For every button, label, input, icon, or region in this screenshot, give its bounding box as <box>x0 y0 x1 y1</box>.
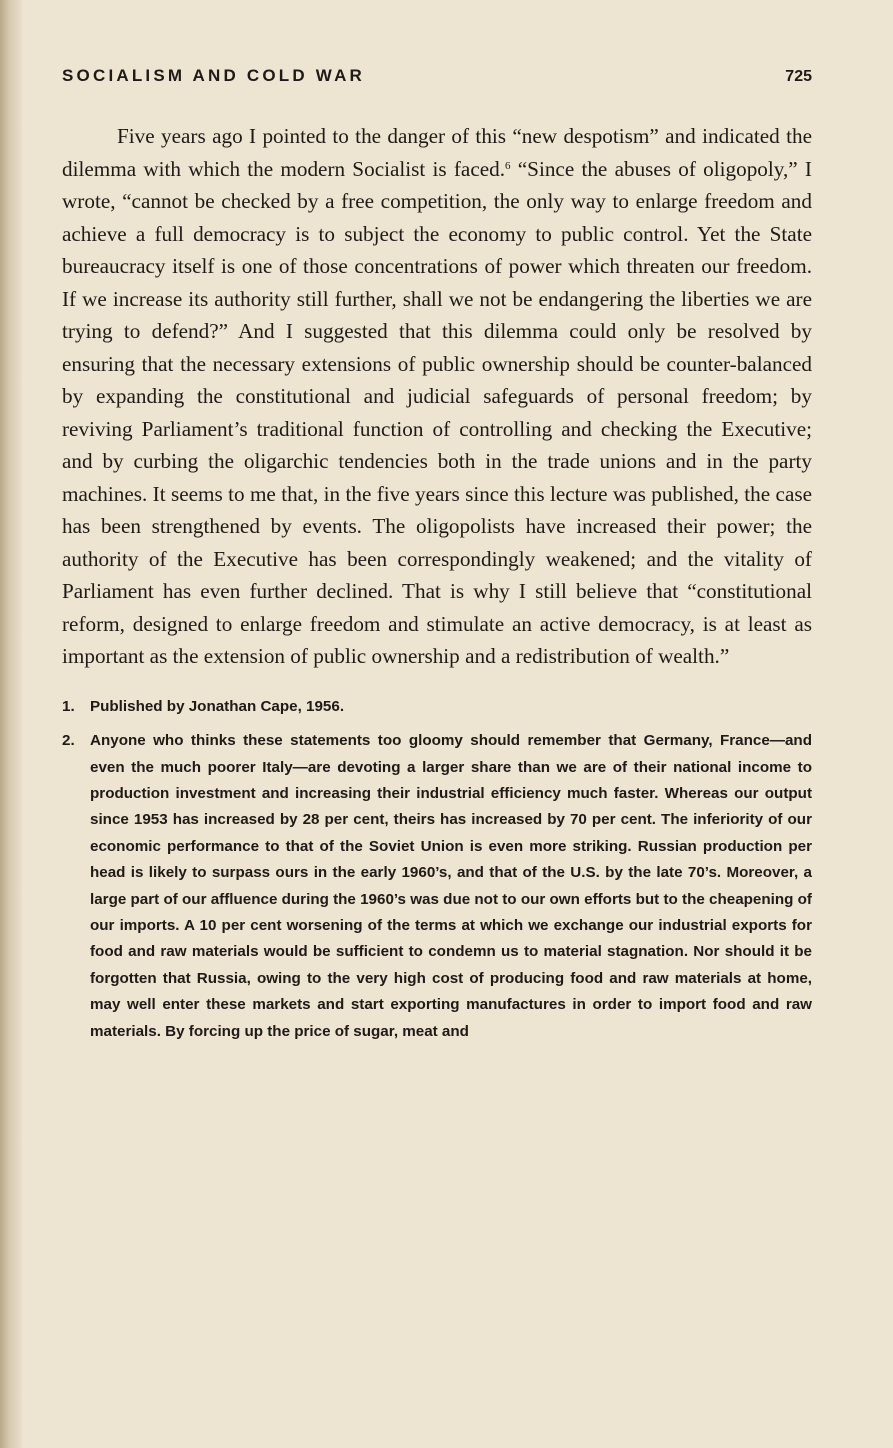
footnotes <box>62 694 812 1045</box>
body-paragraph <box>62 120 812 673</box>
book-page <box>62 66 812 1053</box>
footnote-text: Published by Jonathan Cape, 1956. <box>90 697 345 715</box>
running-head-title: SOCIALISM AND COLD WAR <box>62 66 366 85</box>
footnote-2 <box>62 728 812 1045</box>
running-head <box>62 66 812 100</box>
footnote-number: 2. <box>62 732 75 750</box>
body-text-part-2: “Since the abuses of oligopoly,” I wrote, “cannot be checked by a free competition, the only way to enlarge freedom and achieve a full democracy is to subject the economy to public control. Yet the State bureaucracy itself is one of those concentrations of power which threaten our freedom. If we increase its authority still further, shall we not be endangering the liberties we are trying to defend?” And I suggested that this dilemma could only be resolved by ensuring that the necessary extensions of public ownership should be counter-balanced by expanding the constitutional and judicial safeguards of personal freedom; by reviving Parliament’s traditional function of controlling and checking the Executive; and by curbing the oligarchic tendencies both in the trade unions and in the party machines. It seems to me that, in the five years since this lecture was published, the case has been strengthened by events. The oligopolists have increased their power; the authority of the Executive has been correspondingly weakened; and the vitality of Parliament has even further declined. That is why I still believe that “constitutional reform, designed to enlarge freedom and stimulate an active democracy, is at least as important as the extension of public ownership and a redistribution of wealth.” <box>62 156 812 668</box>
book-spine-shadow <box>0 0 22 1448</box>
footnote-number: 1. <box>62 697 75 715</box>
footnote-text: Anyone who thinks these statements too gloomy should remember that Germany, France—and even the much poorer Italy—are devoting a larger share than we are of their national income to production investment and increasing their industrial efficiency much faster. Whereas our output since 1953 has increased by 28 per cent, theirs has increased by 70 per cent. The inferiority of our economic performance to that of the Soviet Union is even more striking. Russian production per head is likely to surpass ours in the early 1960’s, and that of the U.S. by the late 70’s. Moreover, a large part of our affluence during the 1960’s was due not to our own efforts but to the cheapening of our imports. A 10 per cent worsening of the terms at which we exchange our industrial exports for food and raw materials would be sufficient to condemn us to material stagnation. Nor should it be forgotten that Russia, owing to the very high cost of producing food and raw materials at home, may well enter these markets and start exporting manufactures in order to import food and raw materials. By forcing up the price of sugar, meat and <box>90 732 812 1040</box>
page-number: 725 <box>785 68 812 85</box>
body-text-part-1: Five years ago I pointed to the danger of this “new despotism” and indicated the dilemma with which the modern Socialist is faced. <box>62 124 812 181</box>
footnote-reference: 6 <box>505 159 511 172</box>
footnote-1 <box>62 694 812 720</box>
